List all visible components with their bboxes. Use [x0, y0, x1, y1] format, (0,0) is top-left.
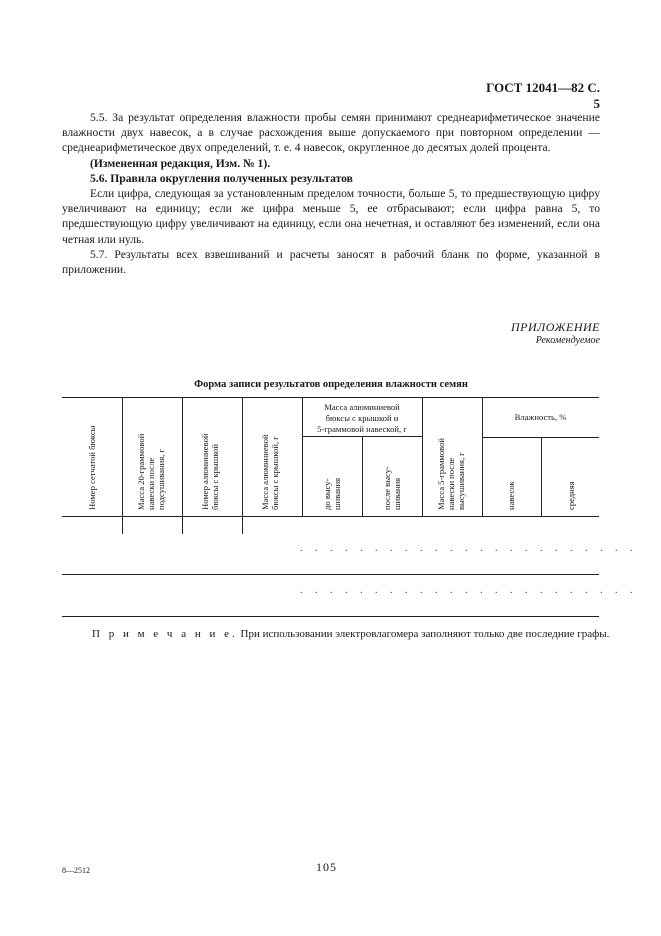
paragraph-5-7: 5.7. Результаты всех взвешиваний и расчеты заносят в рабочий бланк по форме, указанной в приложении.: [62, 247, 600, 277]
dotted-row: . . . . . . . . . . . . . . . . . . . . . . .: [300, 543, 638, 554]
col-header-samples: навесок: [506, 481, 516, 510]
col-header-line: навески после: [446, 457, 456, 510]
col-divider: [242, 397, 243, 534]
group-header-line: 5-граммовой навеской, г: [317, 424, 407, 434]
form-title: Форма записи результатов определения влажности семян: [194, 379, 468, 390]
col-divider: [362, 436, 363, 516]
col-header-before-drying: [322, 478, 342, 510]
row-separator-rule: [62, 574, 599, 575]
appendix-title: ПРИЛОЖЕНИЕ: [511, 320, 600, 334]
col-header-line: Масса алюминиевой: [260, 434, 270, 510]
col-header-line: навески после: [146, 457, 156, 510]
col-header-line: высушивания, г: [456, 452, 466, 510]
col-header-line: до высу-: [322, 478, 332, 510]
paragraph-5-5: 5.5. За результат определения влажности пробы семян принимают среднеарифметическое значение влажности двух навесок, а в случае расхождения выше допускаемого при повторном определении — среднеарифметическое двух определений, т. е. 4 навесок, округленное до десятых долей процента.: [62, 111, 600, 155]
col-divider: [422, 397, 423, 516]
section-5-6-title: 5.6. Правила округления полученных результатов: [90, 171, 353, 185]
note-label: П р и м е ч а н и е.: [92, 628, 238, 640]
table-note: [92, 628, 609, 640]
page-number: 105: [316, 860, 337, 874]
note-text: При использовании электровлагомера заполняют только две последние графы.: [240, 628, 610, 640]
col-header-al-box-number: [200, 434, 220, 510]
col-header-line: шивания: [332, 477, 342, 510]
col-header-line: подсушивания, г: [156, 449, 166, 510]
appendix-subtitle: Рекомендуемое: [535, 335, 600, 346]
col-divider: [541, 437, 542, 516]
col-header-after-drying: [382, 466, 402, 510]
col-header-line: Масса 5-граммовой: [436, 437, 446, 510]
col-header-line: Масса 20-граммовой: [136, 433, 146, 510]
col-header-mass-20g: [136, 434, 166, 510]
col-header-line: бюксы с крышкой: [210, 444, 220, 510]
group-header-line: Масса алюминиевой: [324, 402, 400, 412]
table-bottom-rule: [62, 616, 599, 617]
print-code: 8—2512: [62, 866, 90, 875]
col-header-average: средняя: [566, 481, 576, 510]
group-header-moisture: Влажность, %: [514, 412, 567, 422]
col-header-mass-5g: [436, 438, 466, 510]
table-top-rule: [62, 397, 599, 398]
page-header: ГОСТ 12041—82 С. 5: [486, 80, 600, 111]
col-header-line: после высу-: [382, 466, 392, 510]
col-divider: [182, 397, 183, 534]
col-header-line: Номер алюминиевой: [200, 433, 210, 510]
section-5-6-text: Если цифра, следующая за установленным пределом точности, больше 5, то предшествующую цифру увеличивают на единицу; если же цифра меньше 5, ее отбрасывают; если цифра равна 5, то предшествующую цифру увеличивают на единицу, если она нечетная, и оставляют без изменений, если она четная или нуль.: [62, 187, 600, 246]
col-header-mesh-box-number: Номер сетчатой бюксы: [87, 425, 97, 510]
appendix-label: [511, 320, 600, 346]
col-header-al-box-mass: [260, 434, 280, 510]
col-header-line: шивания: [392, 477, 402, 510]
col-divider: [122, 397, 123, 534]
header-bottom-rule: [62, 516, 599, 517]
group-header-mass-with-sample: [302, 402, 422, 435]
edition-note: (Измененная редакция, Изм. № 1).: [90, 156, 271, 170]
group-header-line: бюксы с крышкой и: [325, 413, 399, 423]
body-text: [62, 110, 600, 277]
dotted-row: . . . . . . . . . . . . . . . . . . . . . . .: [300, 585, 638, 596]
col-header-line: бюксы с крышкой, г: [270, 436, 280, 510]
